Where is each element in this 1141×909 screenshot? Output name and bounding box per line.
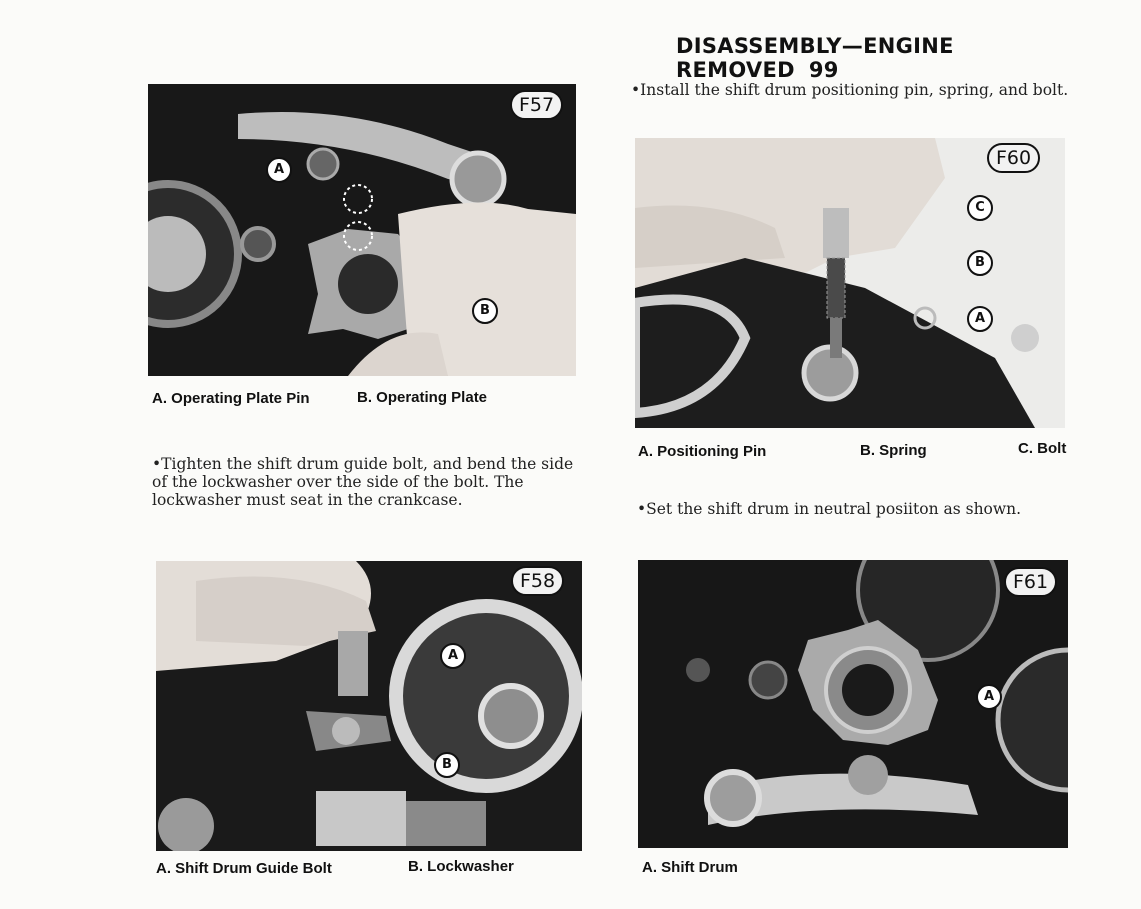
- caption-operating-plate-pin: A. Operating Plate Pin: [152, 390, 310, 407]
- figure-tag-f61: F61: [1004, 567, 1057, 597]
- instruction-paragraph-neutral-position: •Set the shift drum in neutral posiiton as shown.: [637, 500, 1022, 518]
- figure-f57-illustration: [148, 84, 576, 376]
- callout-a: A: [440, 643, 466, 669]
- instruction-paragraph-positioning-pin: •Install the shift drum positioning pin, spring, and bolt.: [631, 81, 1069, 99]
- caption-shift-drum: A. Shift Drum: [642, 859, 738, 876]
- caption-positioning-pin: A. Positioning Pin: [638, 443, 767, 460]
- figure-f60-illustration: [635, 138, 1065, 428]
- caption-shift-drum-guide-bolt: A. Shift Drum Guide Bolt: [156, 860, 332, 877]
- callout-b: B: [434, 752, 460, 778]
- caption-lockwasher: B. Lockwasher: [408, 858, 514, 875]
- caption-bolt: C. Bolt: [1018, 440, 1067, 457]
- figure-f61-photo: [638, 560, 1068, 848]
- figure-tag-f60: F60: [987, 143, 1040, 173]
- figure-f58-photo: [156, 561, 582, 851]
- page-header: [676, 34, 1076, 82]
- caption-spring: B. Spring: [860, 442, 927, 459]
- page-number: 99: [808, 58, 839, 82]
- callout-b: B: [967, 250, 993, 276]
- callout-c: C: [967, 195, 993, 221]
- figure-f60-photo: [635, 138, 1065, 428]
- figure-tag-f58: F58: [511, 566, 564, 596]
- callout-a: A: [967, 306, 993, 332]
- caption-operating-plate: B. Operating Plate: [357, 389, 488, 406]
- callout-b: B: [472, 298, 498, 324]
- instruction-paragraph-guide-bolt: •Tighten the shift drum guide bolt, and bend the side of the lockwasher over the side of the bolt. The lockwasher must seat in the crankcase.: [152, 455, 574, 509]
- figure-tag-f57: F57: [510, 90, 563, 120]
- figure-f58-illustration: [156, 561, 582, 851]
- figure-f57-photo: [148, 84, 576, 376]
- callout-a: A: [976, 684, 1002, 710]
- page-title: DISASSEMBLY—ENGINE REMOVED: [676, 34, 954, 82]
- figure-f61-illustration: [638, 560, 1068, 848]
- callout-a: A: [266, 157, 292, 183]
